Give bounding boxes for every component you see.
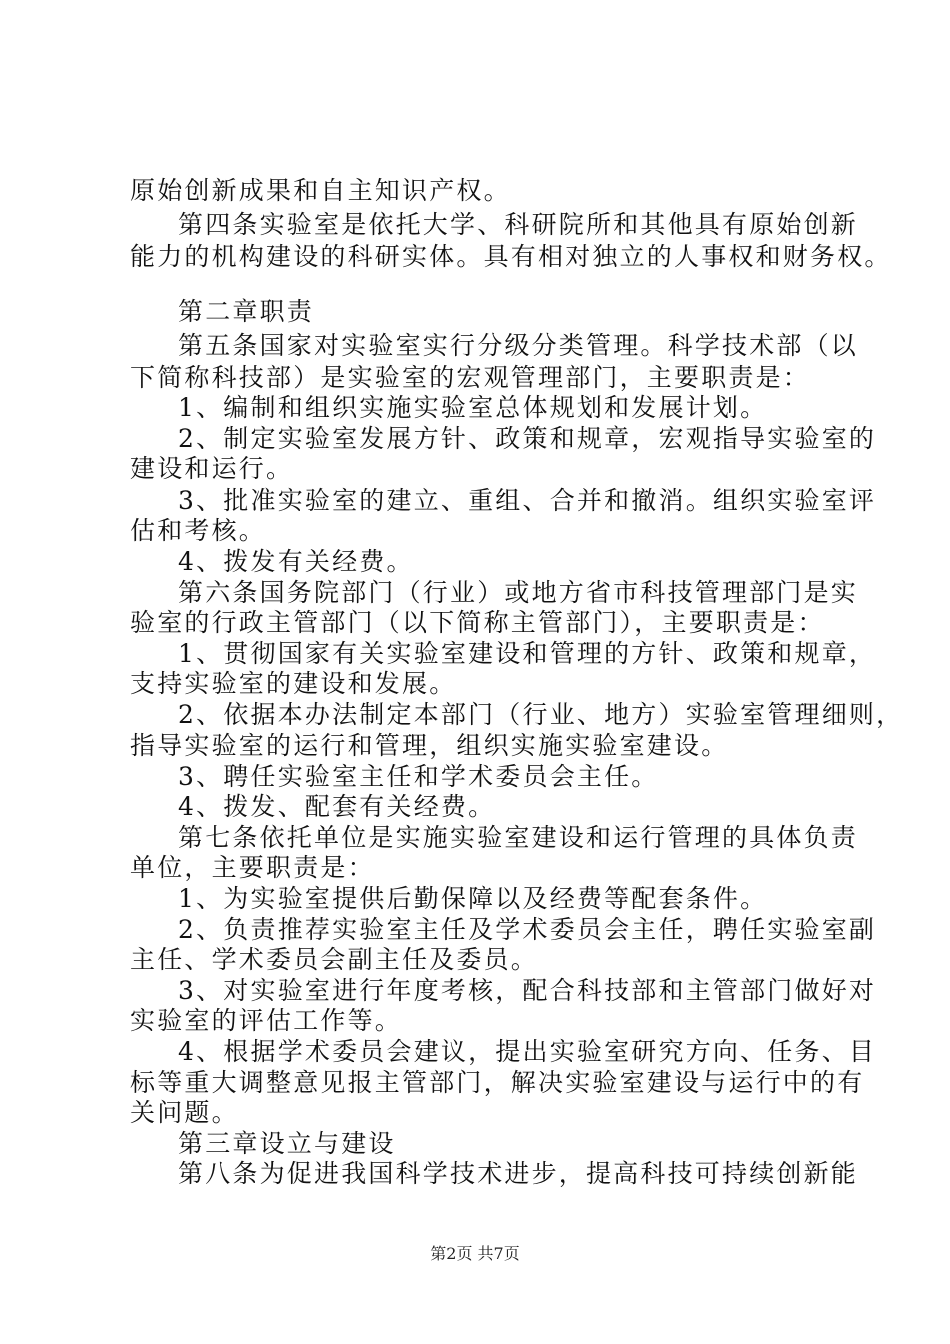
text-line: 标等重大调整意见报主管部门，解决实验室建设与运行中的有 bbox=[130, 1068, 865, 1097]
text-line: 原始创新成果和自主知识产权。 bbox=[130, 176, 511, 205]
text-line: 能力的机构建设的科研实体。具有相对独立的人事权和财务权。 bbox=[130, 242, 892, 271]
text-line: 实验室的评估工作等。 bbox=[130, 1006, 403, 1035]
text-line: 验室的行政主管部门（以下简称主管部门），主要职责是： bbox=[130, 608, 825, 637]
chapter-heading: 第三章设立与建设 bbox=[178, 1129, 396, 1158]
text-line: 第六条国务院部门（行业）或地方省市科技管理部门是实 bbox=[178, 578, 859, 607]
text-line: 估和考核。 bbox=[130, 516, 267, 545]
text-line: 主任、学术委员会副主任及委员。 bbox=[130, 945, 539, 974]
text-line: 下简称科技部）是实验室的宏观管理部门，主要职责是： bbox=[130, 363, 811, 392]
page-number: 第2页 共7页 bbox=[430, 1244, 520, 1263]
list-item: 2、依据本办法制定本部门（行业、地方）实验室管理细则， bbox=[178, 700, 904, 729]
text-line: 第四条实验室是依托大学、科研院所和其他具有原始创新 bbox=[178, 210, 859, 239]
list-item: 3、批准实验室的建立、重组、合并和撤消。组织实验室评 bbox=[178, 486, 877, 515]
list-item: 1、为实验室提供后勤保障以及经费等配套条件。 bbox=[178, 884, 768, 913]
text-line: 建设和运行。 bbox=[130, 454, 294, 483]
list-item: 4、根据学术委员会建议，提出实验室研究方向、任务、目 bbox=[178, 1037, 877, 1066]
list-item: 3、聘任实验室主任和学术委员会主任。 bbox=[178, 762, 659, 791]
text-line: 指导实验室的运行和管理，组织实施实验室建设。 bbox=[130, 731, 729, 760]
list-item: 2、制定实验室发展方针、政策和规章，宏观指导实验室的 bbox=[178, 424, 877, 453]
text-line: 第八条为促进我国科学技术进步，提高科技可持续创新能 bbox=[178, 1159, 859, 1188]
list-item: 4、拨发、配套有关经费。 bbox=[178, 792, 496, 821]
text-line: 第七条依托单位是实施实验室建设和运行管理的具体负责 bbox=[178, 823, 859, 852]
text-line: 支持实验室的建设和发展。 bbox=[130, 669, 457, 698]
text-line: 关问题。 bbox=[130, 1098, 239, 1127]
chapter-heading: 第二章职责 bbox=[178, 297, 315, 326]
list-item: 1、编制和组织实施实验室总体规划和发展计划。 bbox=[178, 393, 768, 422]
list-item: 3、对实验室进行年度考核，配合科技部和主管部门做好对 bbox=[178, 976, 877, 1005]
list-item: 1、贯彻国家有关实验室建设和管理的方针、政策和规章， bbox=[178, 639, 877, 668]
text-line: 第五条国家对实验室实行分级分类管理。科学技术部（以 bbox=[178, 331, 859, 360]
text-line: 单位，主要职责是： bbox=[130, 853, 375, 882]
list-item: 2、负责推荐实验室主任及学术委员会主任，聘任实验室副 bbox=[178, 915, 877, 944]
list-item: 4、拨发有关经费。 bbox=[178, 547, 414, 576]
